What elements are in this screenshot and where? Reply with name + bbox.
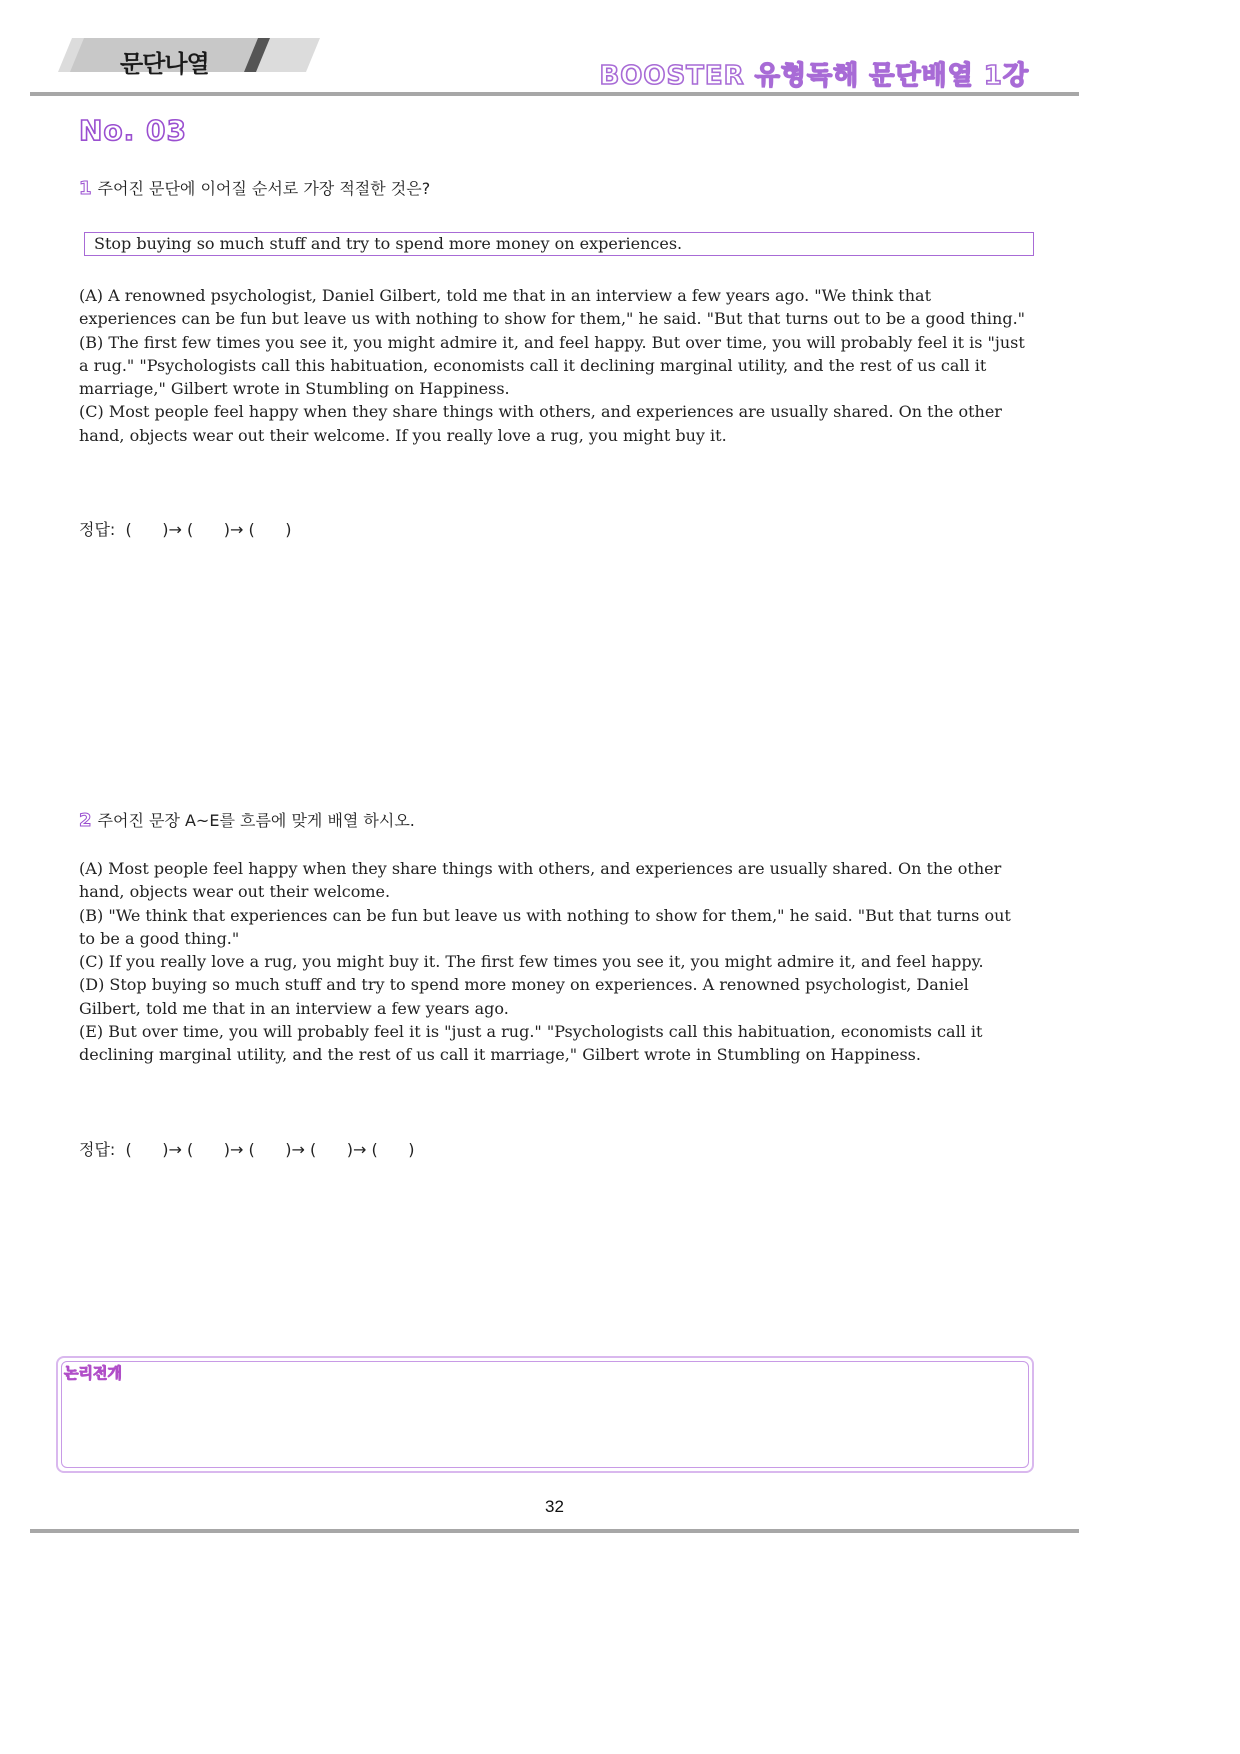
logic-notes-inner-border <box>61 1361 1029 1468</box>
question-2-text: 주어진 문장 A~E를 흐름에 맞게 배열 하시오. <box>97 811 415 830</box>
sentence-e: (E) But over time, you will probably feel it is "just a rug." "Psychologists call this habituation, economists call it declining marginal utility, and the rest of us call it marriage," Gilbert wrote in Stumbling on Happiness. <box>79 1022 983 1065</box>
header-divider <box>30 92 1079 96</box>
header-title: BOOSTER 유형독해 문단배열 1강 <box>599 61 1029 91</box>
paragraph-b: (B) The first few times you see it, you might admire it, and feel happy. But over time, you will probably feel it is "just a rug." "Psychologists call this habituation, economists call it declining marginal utility, and the rest of us call it marriage," Gilbert wrote in Stumbling on Happiness. <box>79 332 1025 399</box>
question-2-number: 2 <box>79 810 92 831</box>
sentence-a: (A) Most people feel happy when they share things with others, and experiences are usually shared. On the other hand, objects wear out their welcome. <box>79 859 1002 902</box>
logic-notes-box[interactable] <box>56 1356 1034 1473</box>
question-1-passage <box>79 284 1029 447</box>
paragraph-c: (C) Most people feel happy when they share things with others, and experiences are usually shared. On the other hand, objects wear out their welcome. If you really love a rug, you might buy it. <box>79 402 1002 445</box>
question-1-prompt <box>79 176 430 199</box>
question-2-prompt <box>79 808 415 831</box>
question-2-passage <box>79 857 1029 1067</box>
question-2-answer-blank: 정답: ( )→ ( )→ ( )→ ( )→ ( ) <box>79 1140 415 1159</box>
question-1-answer-blank: 정답: ( )→ ( )→ ( ) <box>79 520 292 539</box>
sentence-d: (D) Stop buying so much stuff and try to spend more money on experiences. A renowned psychologist, Daniel Gilbert, told me that in an interview a few years ago. <box>79 975 969 1018</box>
paragraph-a: (A) A renowned psychologist, Daniel Gilbert, told me that in an interview a few years ago. "We think that experiences can be fun but leave us with nothing to show for them," he said. "But that turns out to be a good thing." <box>79 286 1026 329</box>
footer-divider <box>30 1529 1079 1533</box>
section-tab-label: 문단나열 <box>120 50 209 78</box>
sentence-c: (C) If you really love a rug, you might buy it. The first few times you see it, you might admire it, and feel happy. <box>79 952 984 972</box>
question-1-number: 1 <box>79 178 92 199</box>
page-number: 32 <box>545 1497 564 1516</box>
logic-notes-label: 논리전개 <box>64 1364 122 1382</box>
sentence-b: (B) "We think that experiences can be fun but leave us with nothing to show for them," he said. "But that turns out to be a good thing." <box>79 905 1011 948</box>
question-1-text: 주어진 문단에 이어질 순서로 가장 적절한 것은? <box>97 179 431 198</box>
document-number: No. 03 <box>79 114 188 147</box>
given-sentence-box: Stop buying so much stuff and try to spend more money on experiences. <box>84 232 1034 256</box>
